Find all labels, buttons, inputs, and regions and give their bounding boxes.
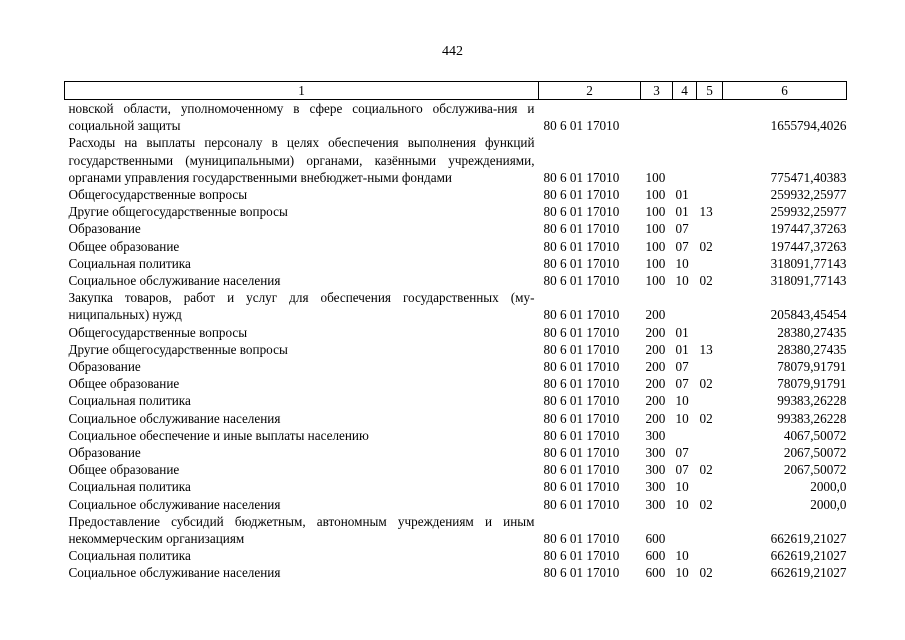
row-section: 10 (675, 255, 689, 271)
row-code: 80 6 01 17010 (543, 445, 620, 461)
table-row (65, 547, 847, 564)
row-section: 07 (675, 221, 689, 237)
row-section (673, 427, 697, 444)
table-row (65, 496, 847, 513)
row-expense-type: 200 (645, 376, 666, 392)
row-name: Расходы на выплаты персоналу в целях обеспечения выполнения функций государственными (муниципальными) органами, казёнными учреждениями, органами управления государственными внебюджет-ными фондами (68, 135, 535, 185)
table-row (65, 100, 847, 135)
row-expense-type (641, 100, 673, 135)
row-code: 80 6 01 17010 (543, 479, 620, 495)
table-row (65, 341, 847, 358)
row-subsection: 13 (699, 341, 713, 357)
row-amount: 318091,77143 (770, 255, 847, 271)
row-name: Общее образование (68, 376, 180, 392)
header-cell-vr: 3 (641, 82, 673, 100)
row-code: 80 6 01 17010 (543, 204, 620, 220)
table-row (65, 444, 847, 461)
row-amount: 2000,0 (810, 479, 847, 495)
row-expense-type: 100 (645, 273, 666, 289)
header-cell-rz: 4 (673, 82, 697, 100)
row-subsection (697, 220, 723, 237)
header-row (65, 82, 847, 100)
row-expense-type: 600 (645, 531, 666, 547)
row-subsection (697, 289, 723, 323)
row-subsection (697, 186, 723, 203)
row-subsection: 02 (699, 565, 713, 581)
row-amount: 259932,25977 (770, 204, 847, 220)
table-row (65, 410, 847, 427)
row-subsection (697, 444, 723, 461)
row-name: Общее образование (68, 462, 180, 478)
row-expense-type: 300 (645, 496, 666, 512)
row-section: 01 (675, 204, 689, 220)
row-section: 01 (675, 341, 689, 357)
row-name: Общегосударственные вопросы (68, 324, 248, 340)
row-name: Образование (68, 445, 141, 461)
row-expense-type: 600 (645, 565, 666, 581)
row-code: 80 6 01 17010 (543, 169, 620, 185)
table-row (65, 513, 847, 547)
row-section: 10 (675, 565, 689, 581)
row-name: Социальная политика (68, 479, 191, 495)
row-code: 80 6 01 17010 (543, 376, 620, 392)
row-amount: 197447,37263 (770, 221, 847, 237)
table-row (65, 461, 847, 478)
row-code: 80 6 01 17010 (543, 341, 620, 357)
row-section: 01 (675, 324, 689, 340)
table-row (65, 375, 847, 392)
row-expense-type: 200 (645, 341, 666, 357)
row-code: 80 6 01 17010 (543, 238, 620, 254)
row-section: 10 (675, 479, 689, 495)
row-amount: 4067,50072 (783, 427, 847, 443)
row-section: 07 (675, 359, 689, 375)
row-code: 80 6 01 17010 (543, 427, 620, 443)
table-row (65, 220, 847, 237)
row-section: 10 (675, 393, 689, 409)
row-expense-type: 300 (645, 427, 666, 443)
row-section: 10 (675, 410, 689, 426)
row-subsection (697, 547, 723, 564)
row-code: 80 6 01 17010 (543, 221, 620, 237)
row-code: 80 6 01 17010 (543, 496, 620, 512)
table-row (65, 289, 847, 323)
row-amount: 1655794,4026 (770, 118, 847, 134)
table-row (65, 186, 847, 203)
row-section (673, 100, 697, 135)
row-subsection (697, 324, 723, 341)
row-expense-type: 300 (645, 479, 666, 495)
table-row (65, 392, 847, 409)
row-amount: 2067,50072 (783, 462, 847, 478)
row-name: Социальное обслуживание населения (68, 565, 281, 581)
row-section: 10 (675, 496, 689, 512)
row-name: Образование (68, 221, 141, 237)
row-expense-type: 300 (645, 462, 666, 478)
row-subsection (697, 134, 723, 186)
row-subsection: 02 (699, 376, 713, 392)
row-amount: 2067,50072 (783, 445, 847, 461)
row-name: Общее образование (68, 238, 180, 254)
row-amount: 775471,40383 (770, 169, 847, 185)
row-name: Образование (68, 359, 141, 375)
row-name: Закупка товаров, работ и услуг для обеспечения государственных (му-ниципальных) нужд (68, 290, 535, 323)
row-amount: 99383,26228 (777, 410, 847, 426)
row-expense-type: 100 (645, 169, 666, 185)
row-code: 80 6 01 17010 (543, 307, 620, 323)
row-name: новской области, уполномоченному в сфере социального обслужива-ния и социальной защиты (68, 101, 535, 134)
row-subsection: 02 (699, 410, 713, 426)
row-code: 80 6 01 17010 (543, 273, 620, 289)
row-amount: 2000,0 (810, 496, 847, 512)
row-section (673, 513, 697, 547)
row-name: Социальное обслуживание населения (68, 273, 281, 289)
table-row (65, 238, 847, 255)
row-section: 01 (675, 187, 689, 203)
row-expense-type: 100 (645, 221, 666, 237)
row-name: Социальное обеспечение и иные выплаты населению (68, 427, 369, 443)
row-section: 07 (675, 462, 689, 478)
row-expense-type: 200 (645, 359, 666, 375)
row-expense-type: 200 (645, 393, 666, 409)
row-amount: 662619,21027 (770, 531, 847, 547)
row-code: 80 6 01 17010 (543, 255, 620, 271)
row-section (673, 134, 697, 186)
row-code: 80 6 01 17010 (543, 118, 620, 134)
table-row (65, 478, 847, 495)
row-subsection: 02 (699, 238, 713, 254)
row-subsection (697, 427, 723, 444)
row-amount: 99383,26228 (777, 393, 847, 409)
row-amount: 205843,45454 (770, 307, 847, 323)
row-expense-type: 200 (645, 410, 666, 426)
table-row (65, 134, 847, 186)
row-amount: 318091,77143 (770, 273, 847, 289)
header-cell-sum: 6 (723, 82, 847, 100)
table-row (65, 324, 847, 341)
row-code: 80 6 01 17010 (543, 565, 620, 581)
row-name: Другие общегосударственные вопросы (68, 341, 288, 357)
row-expense-type: 100 (645, 238, 666, 254)
row-name: Социальное обслуживание населения (68, 410, 281, 426)
row-amount: 28380,27435 (777, 341, 847, 357)
table-row (65, 358, 847, 375)
row-section: 07 (675, 376, 689, 392)
row-expense-type: 200 (645, 307, 666, 323)
row-subsection: 02 (699, 496, 713, 512)
row-section (673, 289, 697, 323)
table-row (65, 564, 847, 581)
table-row (65, 272, 847, 289)
row-expense-type: 100 (645, 255, 666, 271)
row-name: Социальное обслуживание населения (68, 496, 281, 512)
row-section: 07 (675, 445, 689, 461)
row-name: Социальная политика (68, 255, 191, 271)
row-expense-type: 100 (645, 204, 666, 220)
row-amount: 78079,91791 (777, 376, 847, 392)
row-subsection (697, 513, 723, 547)
page-number: 442 (442, 44, 463, 59)
row-section: 10 (675, 548, 689, 564)
row-code: 80 6 01 17010 (543, 462, 620, 478)
header-cell-code: 2 (539, 82, 641, 100)
row-subsection (697, 100, 723, 135)
row-expense-type: 300 (645, 445, 666, 461)
row-expense-type: 600 (645, 548, 666, 564)
row-code: 80 6 01 17010 (543, 324, 620, 340)
header-cell-pr: 5 (697, 82, 723, 100)
row-code: 80 6 01 17010 (543, 187, 620, 203)
row-code: 80 6 01 17010 (543, 531, 620, 547)
table-row (65, 427, 847, 444)
row-section: 07 (675, 238, 689, 254)
row-name: Социальная политика (68, 393, 191, 409)
row-subsection: 02 (699, 462, 713, 478)
row-section: 10 (675, 273, 689, 289)
row-code: 80 6 01 17010 (543, 548, 620, 564)
header-cell-name: 1 (65, 82, 539, 100)
row-subsection (697, 255, 723, 272)
table-row (65, 255, 847, 272)
row-expense-type: 100 (645, 187, 666, 203)
row-name: Предоставление субсидий бюджетным, автономным учреждениям и иным некоммерческим организациям (68, 513, 535, 547)
row-amount: 28380,27435 (777, 324, 847, 340)
row-subsection (697, 392, 723, 409)
row-amount: 259932,25977 (770, 187, 847, 203)
row-code: 80 6 01 17010 (543, 359, 620, 375)
row-code: 80 6 01 17010 (543, 410, 620, 426)
budget-table (64, 81, 847, 582)
row-name: Другие общегосударственные вопросы (68, 204, 288, 220)
row-subsection (697, 358, 723, 375)
row-amount: 197447,37263 (770, 238, 847, 254)
row-name: Общегосударственные вопросы (68, 187, 248, 203)
row-amount: 662619,21027 (770, 548, 847, 564)
row-amount: 78079,91791 (777, 359, 847, 375)
table-header (65, 82, 847, 100)
table-body (65, 100, 847, 582)
row-subsection (697, 478, 723, 495)
row-name: Социальная политика (68, 548, 191, 564)
row-expense-type: 200 (645, 324, 666, 340)
table-row (65, 203, 847, 220)
row-subsection: 13 (699, 204, 713, 220)
row-code: 80 6 01 17010 (543, 393, 620, 409)
row-subsection: 02 (699, 273, 713, 289)
row-amount: 662619,21027 (770, 565, 847, 581)
